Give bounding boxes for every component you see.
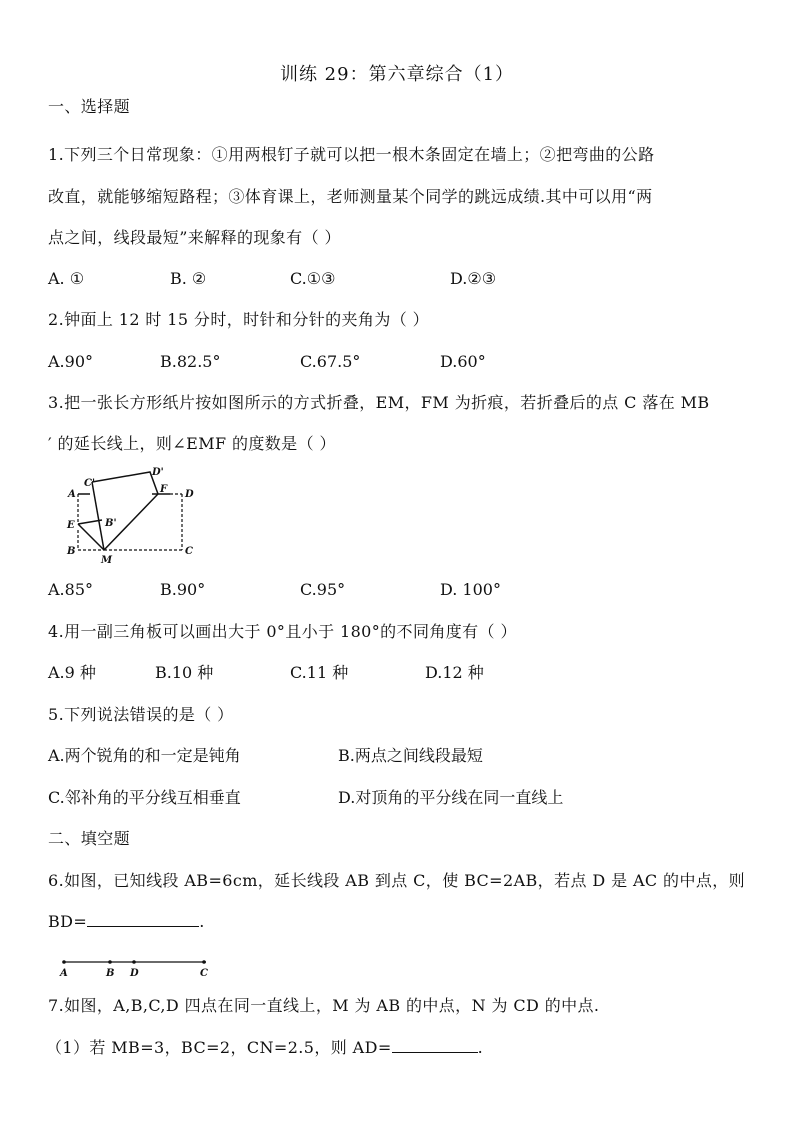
label-d: D bbox=[130, 968, 139, 979]
question-6-prefix: BD= bbox=[48, 912, 88, 931]
label-b: B bbox=[106, 968, 115, 979]
question-1-text: 点之间，线段最短”来解释的现象有（ ） bbox=[48, 228, 341, 247]
label-e: E bbox=[67, 520, 75, 531]
question-3-option-a: A.85° bbox=[48, 580, 93, 599]
question-4-option-a: A.9 种 bbox=[48, 663, 96, 682]
question-2-option-b: B.82.5° bbox=[160, 352, 221, 371]
question-1-option-c: C.①③ bbox=[290, 269, 336, 288]
question-1-option-d: D.②③ bbox=[450, 269, 497, 288]
label-a: A bbox=[68, 489, 76, 500]
question-2-text: 2.钟面上 12 时 15 分时，时针和分针的夹角为（ ） bbox=[48, 310, 430, 329]
question-5-option-a: A.两个锐角的和一定是钝角 bbox=[48, 746, 241, 765]
question-7-sub-1 bbox=[46, 1038, 483, 1058]
question-4-option-b: B.10 种 bbox=[155, 663, 214, 682]
label-d: D bbox=[185, 489, 194, 500]
question-2-option-c: C.67.5° bbox=[300, 352, 361, 371]
question-4-option-c: C.11 种 bbox=[290, 663, 349, 682]
label-a: A bbox=[60, 968, 68, 979]
folding-figure bbox=[60, 466, 200, 570]
label-c: C bbox=[185, 546, 193, 557]
label-d-prime: D' bbox=[152, 467, 164, 478]
question-7-sub-1-suffix: . bbox=[477, 1038, 484, 1057]
question-3-option-b: B.90° bbox=[160, 580, 206, 599]
question-5-option-b: B.两点之间线段最短 bbox=[338, 746, 483, 765]
question-4-option-d: D.12 种 bbox=[425, 663, 484, 682]
question-6-suffix: . bbox=[199, 912, 205, 931]
page-title: 训练 29：第六章综合（1） bbox=[279, 64, 515, 85]
question-3-option-d: D. 100° bbox=[440, 580, 501, 599]
question-7-text: 7.如图，A,B,C,D 四点在同一直线上，M 为 AB 的中点，N 为 CD 的中点. bbox=[48, 996, 600, 1015]
question-4-text: 4.用一副三角板可以画出大于 0°且小于 180°的不同角度有（ ） bbox=[48, 622, 517, 641]
question-6-answer-line bbox=[48, 912, 205, 932]
section-heading-fill: 二、填空题 bbox=[48, 829, 131, 848]
question-3-text: ′ 的延长线上，则∠EMF 的度数是（ ） bbox=[48, 434, 336, 453]
label-b: B bbox=[67, 546, 76, 557]
label-f: F bbox=[160, 484, 168, 495]
question-1-option-b: B. ② bbox=[170, 269, 207, 288]
label-c-prime: C' bbox=[84, 478, 96, 489]
label-b-prime: B' bbox=[105, 518, 117, 529]
label-c: C bbox=[200, 968, 208, 979]
answer-blank[interactable] bbox=[87, 912, 199, 927]
question-1-text: 1.下列三个日常现象：①用两根钉子就可以把一根木条固定在墙上；②把弯曲的公路 bbox=[48, 145, 655, 164]
label-m: M bbox=[101, 555, 113, 566]
question-3-text: 3.把一张长方形纸片按如图所示的方式折叠，EM，FM 为折痕，若折叠后的点 C 落在 MB bbox=[48, 393, 710, 412]
question-1-option-a: A. ① bbox=[48, 269, 85, 288]
question-5-text: 5.下列说法错误的是（ ） bbox=[48, 705, 234, 724]
question-2-option-a: A.90° bbox=[48, 352, 93, 371]
question-7-sub-1-prefix: （1）若 MB=3，BC=2，CN=2.5，则 AD= bbox=[46, 1038, 392, 1057]
answer-blank[interactable] bbox=[392, 1038, 478, 1053]
question-2-option-d: D.60° bbox=[440, 352, 486, 371]
segment-figure bbox=[56, 954, 216, 980]
section-heading-choice: 一、选择题 bbox=[48, 97, 131, 116]
question-5-option-d: D.对顶角的平分线在同一直线上 bbox=[338, 788, 564, 807]
question-3-option-c: C.95° bbox=[300, 580, 346, 599]
question-5-option-c: C.邻补角的平分线互相垂直 bbox=[48, 788, 241, 807]
question-6-text: 6.如图，已知线段 AB=6cm，延长线段 AB 到点 C，使 BC=2AB，若点 D 是 AC 的中点，则 bbox=[48, 871, 746, 890]
question-1-text: 改直，就能够缩短路程；③体育课上，老师测量某个同学的跳远成绩.其中可以用“两 bbox=[48, 187, 653, 206]
